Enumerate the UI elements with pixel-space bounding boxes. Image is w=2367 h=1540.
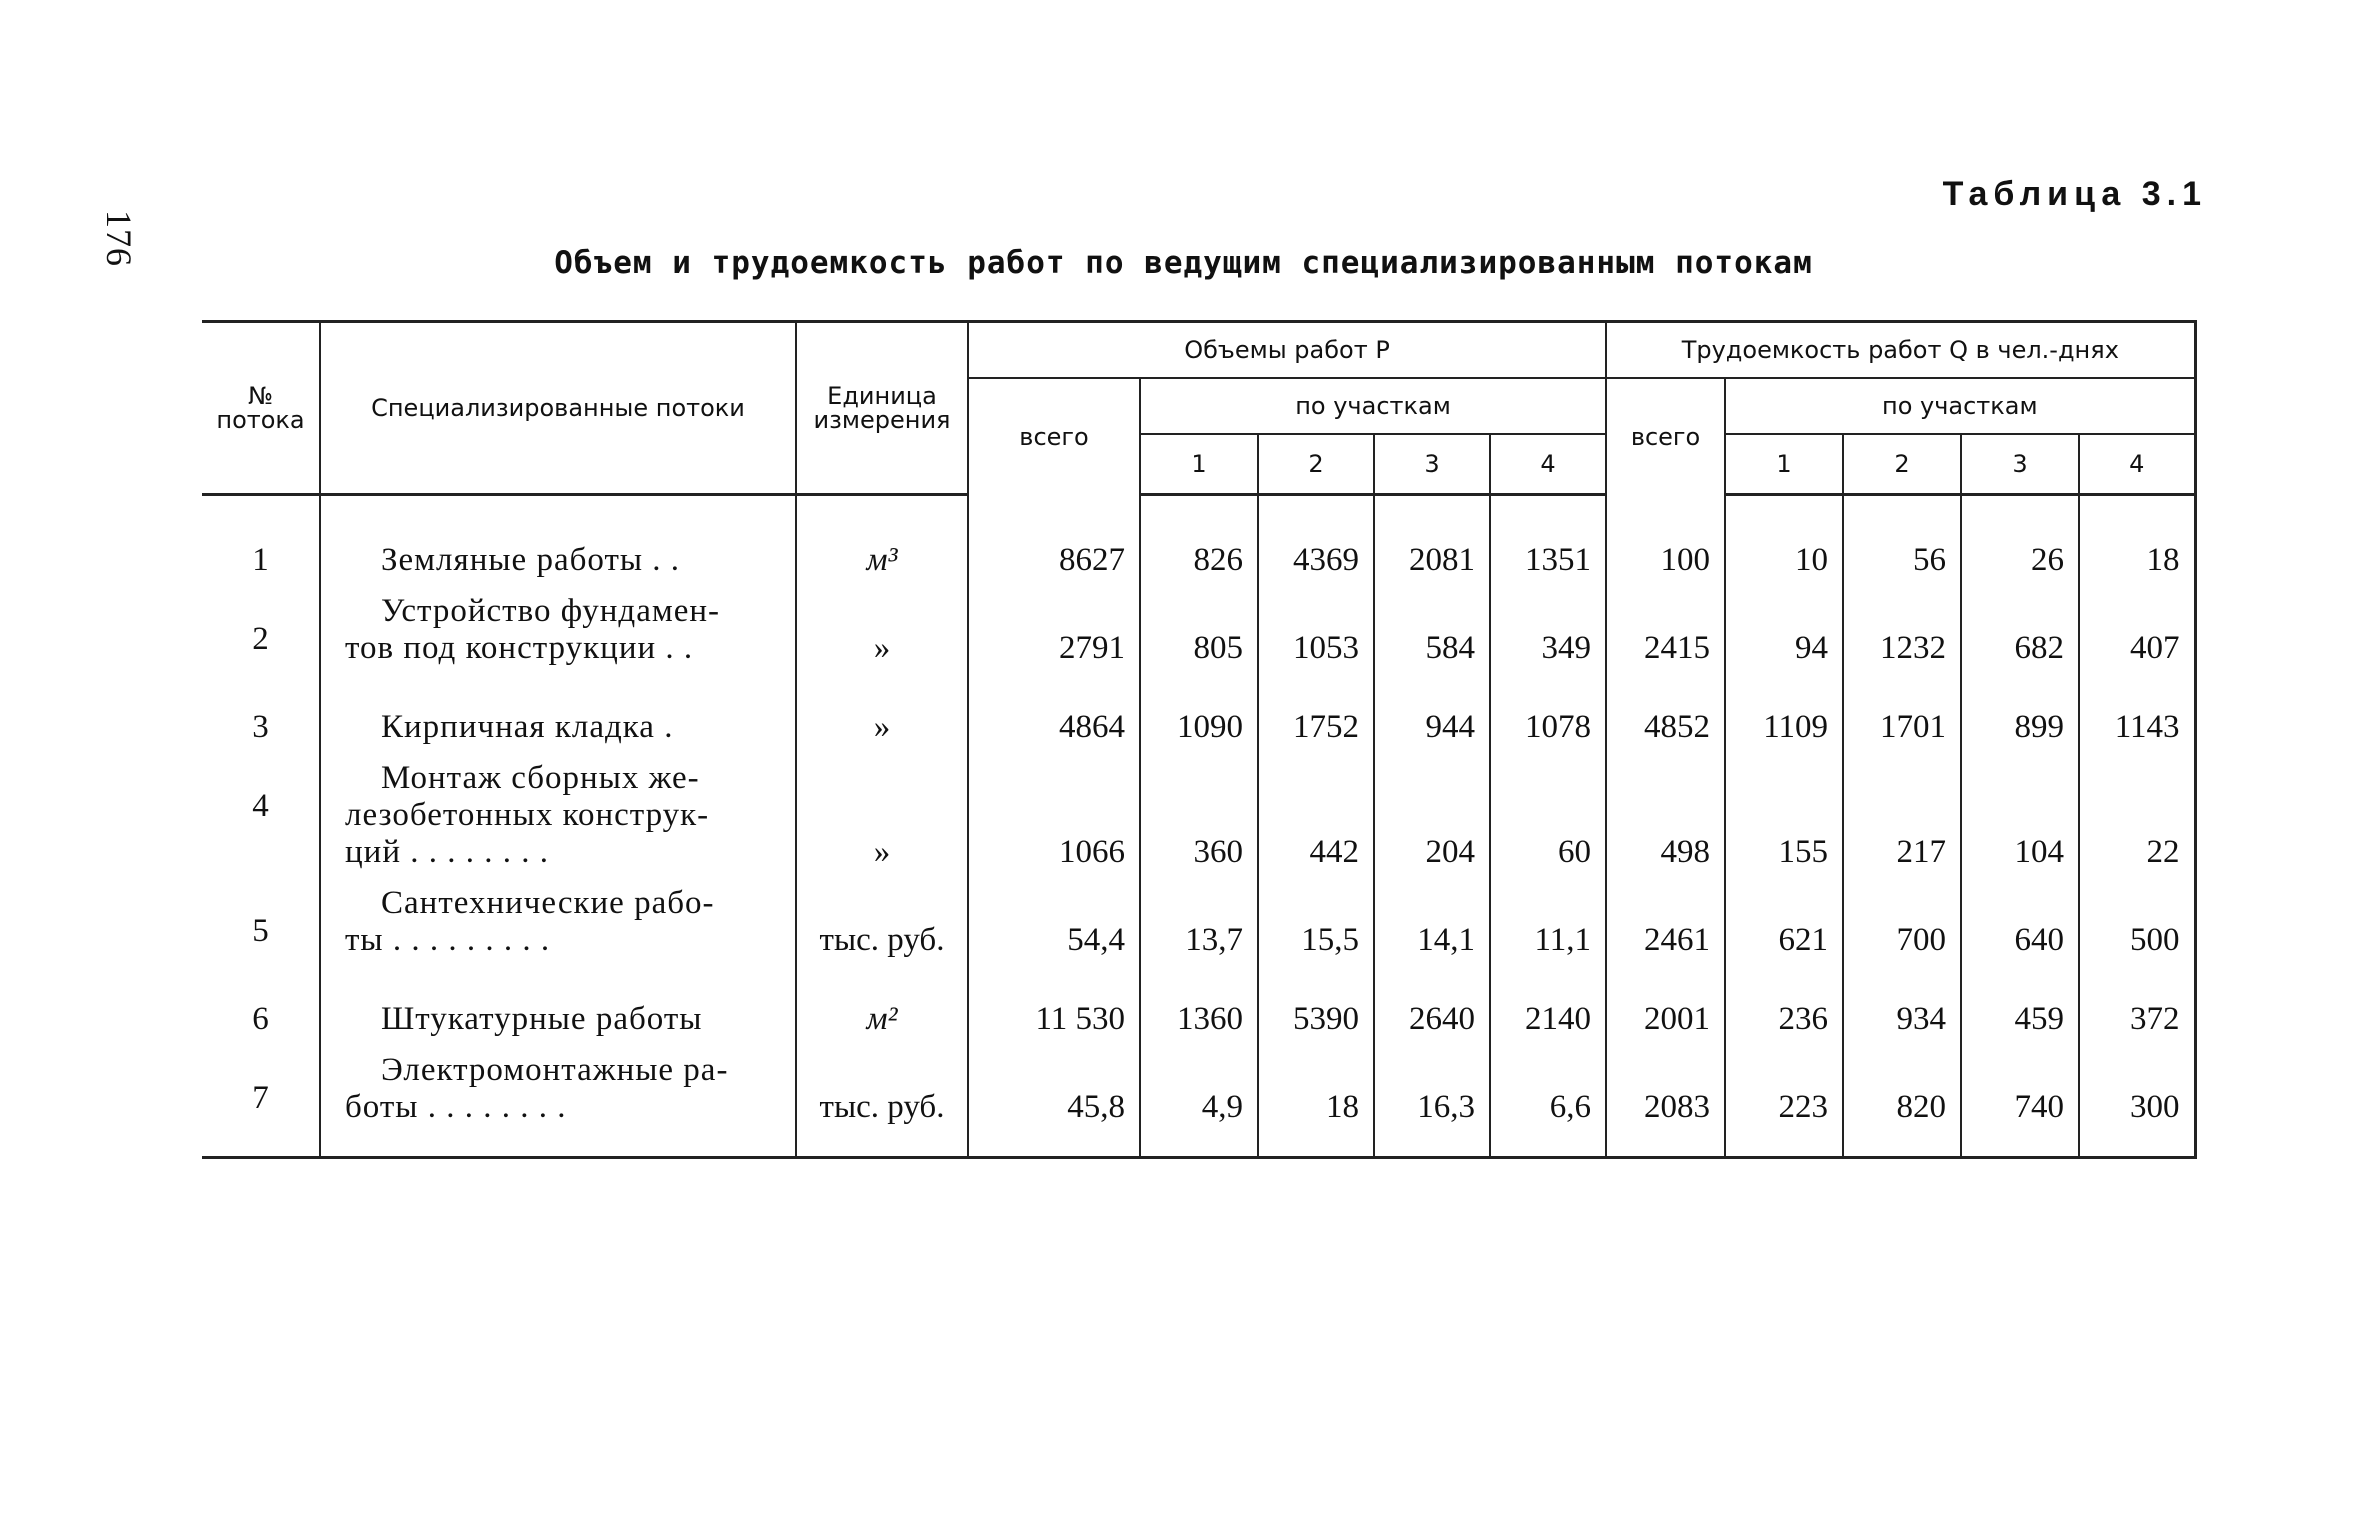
flow-name-line: Земляные работы . . [381, 542, 681, 578]
flow-name-line: ты . . . . . . . . . [345, 922, 551, 958]
table-header [202, 322, 2195, 495]
table-label: Таблица 3.1 [1942, 175, 2207, 213]
header-total-p: всего [968, 378, 1140, 495]
header-flows: Специализированные потоки [320, 322, 796, 495]
unit-cell: » [796, 760, 968, 885]
q-total-cell: 100 [1606, 495, 1725, 594]
q-site-3-cell: 682 [1961, 593, 2079, 681]
p-site-1-cell: 13,7 [1140, 885, 1258, 973]
q-site-3-cell: 459 [1961, 973, 2079, 1052]
p-site-2-cell: 442 [1258, 760, 1374, 885]
p-site-1-cell: 360 [1140, 760, 1258, 885]
header-p-site-3: 3 [1374, 434, 1490, 495]
p-site-4-cell: 60 [1490, 760, 1606, 885]
p-site-3-cell: 2640 [1374, 973, 1490, 1052]
q-site-3-cell: 104 [1961, 760, 2079, 885]
q-site-1-cell: 10 [1725, 495, 1843, 594]
p-total-cell: 8627 [968, 495, 1140, 594]
header-unit: Единица измерения [796, 322, 968, 495]
q-site-1-cell: 621 [1725, 885, 1843, 973]
p-site-4-cell: 6,6 [1490, 1052, 1606, 1158]
header-by-sites-q: по участкам [1725, 378, 2195, 434]
q-total-cell: 2083 [1606, 1052, 1725, 1158]
q-site-4-cell: 1143 [2079, 681, 2195, 760]
p-site-4-cell: 349 [1490, 593, 1606, 681]
q-total-cell: 2001 [1606, 973, 1725, 1052]
row-number: 1 [252, 542, 269, 578]
q-site-4-cell: 22 [2079, 760, 2195, 885]
p-site-2-cell: 15,5 [1258, 885, 1374, 973]
p-total-cell: 11 530 [968, 973, 1140, 1052]
row-number: 2 [252, 621, 269, 657]
p-total-cell: 1066 [968, 760, 1140, 885]
flow-name [320, 495, 796, 594]
p-site-1-cell: 805 [1140, 593, 1258, 681]
q-total-cell: 2415 [1606, 593, 1725, 681]
table-title: Объем и трудоемкость работ по ведущим специализированным потокам [554, 245, 1813, 281]
p-site-2-cell: 1053 [1258, 593, 1374, 681]
p-site-3-cell: 14,1 [1374, 885, 1490, 973]
unit-cell: тыс. руб. [796, 1052, 968, 1158]
header-labor: Трудоемкость работ Q в чел.-днях [1606, 322, 2195, 379]
row-number: 7 [202, 1052, 320, 1158]
flow-name-line: Электромонтажные ра- [381, 1052, 729, 1088]
row-number: 6 [252, 1001, 269, 1037]
q-site-2-cell: 217 [1843, 760, 1961, 885]
flow-name-line: тов под конструкции . . [345, 630, 694, 666]
header-q-site-2: 2 [1843, 434, 1961, 495]
flow-name [320, 760, 796, 885]
p-site-2-cell: 5390 [1258, 973, 1374, 1052]
row-number: 5 [252, 913, 269, 949]
row-number: 4 [252, 788, 269, 824]
q-total-cell: 498 [1606, 760, 1725, 885]
p-site-3-cell: 584 [1374, 593, 1490, 681]
flow-name-line: ций . . . . . . . . [345, 834, 549, 870]
data-table [202, 320, 2197, 1159]
table-row [202, 885, 2195, 973]
unit-cell: м² [796, 973, 968, 1052]
q-site-2-cell: 820 [1843, 1052, 1961, 1158]
p-site-2-cell: 1752 [1258, 681, 1374, 760]
p-site-4-cell: 1078 [1490, 681, 1606, 760]
flow-name-line: Штукатурные работы [381, 1001, 703, 1037]
p-total-cell: 2791 [968, 593, 1140, 681]
header-flow-no: № потока [202, 322, 320, 495]
p-total-cell: 4864 [968, 681, 1140, 760]
p-total-cell: 54,4 [968, 885, 1140, 973]
table-row [202, 593, 2195, 681]
unit-cell: м³ [796, 495, 968, 594]
flow-name-line: Кирпичная кладка . [381, 709, 674, 745]
q-site-2-cell: 934 [1843, 973, 1961, 1052]
flow-name [320, 593, 796, 681]
q-site-4-cell: 18 [2079, 495, 2195, 594]
unit-cell: » [796, 593, 968, 681]
table-body [202, 495, 2195, 1158]
flow-name [320, 885, 796, 973]
q-total-cell: 2461 [1606, 885, 1725, 973]
p-site-3-cell: 944 [1374, 681, 1490, 760]
q-site-1-cell: 223 [1725, 1052, 1843, 1158]
q-site-1-cell: 155 [1725, 760, 1843, 885]
p-site-3-cell: 2081 [1374, 495, 1490, 594]
q-site-2-cell: 1701 [1843, 681, 1961, 760]
p-site-4-cell: 2140 [1490, 973, 1606, 1052]
p-site-3-cell: 16,3 [1374, 1052, 1490, 1158]
flow-name [320, 973, 796, 1052]
header-by-sites-p: по участкам [1140, 378, 1606, 434]
flow-name [320, 681, 796, 760]
q-site-3-cell: 899 [1961, 681, 2079, 760]
q-site-2-cell: 700 [1843, 885, 1961, 973]
flow-name-line: боты . . . . . . . . [345, 1089, 567, 1125]
p-total-cell: 45,8 [968, 1052, 1140, 1158]
flow-name-line: Сантехнические рабо- [381, 885, 715, 921]
q-site-4-cell: 372 [2079, 973, 2195, 1052]
p-site-3-cell: 204 [1374, 760, 1490, 885]
page-number: 176 [99, 210, 139, 267]
q-site-3-cell: 26 [1961, 495, 2079, 594]
header-q-site-4: 4 [2079, 434, 2195, 495]
p-site-1-cell: 1090 [1140, 681, 1258, 760]
table-row [202, 495, 2195, 594]
table-row [202, 1052, 2195, 1158]
p-site-1-cell: 4,9 [1140, 1052, 1258, 1158]
table-row [202, 973, 2195, 1052]
unit-cell: » [796, 681, 968, 760]
flow-name-line: Монтаж сборных же- [381, 760, 700, 796]
header-q-site-3: 3 [1961, 434, 2079, 495]
flow-name [320, 1052, 796, 1158]
q-site-1-cell: 94 [1725, 593, 1843, 681]
q-site-3-cell: 640 [1961, 885, 2079, 973]
p-site-4-cell: 11,1 [1490, 885, 1606, 973]
q-site-2-cell: 56 [1843, 495, 1961, 594]
q-site-1-cell: 236 [1725, 973, 1843, 1052]
p-site-4-cell: 1351 [1490, 495, 1606, 594]
header-q-site-1: 1 [1725, 434, 1843, 495]
header-volumes: Объемы работ P [968, 322, 1606, 379]
header-p-site-4: 4 [1490, 434, 1606, 495]
p-site-1-cell: 1360 [1140, 973, 1258, 1052]
row-number: 3 [252, 709, 269, 745]
table-row [202, 681, 2195, 760]
unit-cell: тыс. руб. [796, 885, 968, 973]
p-site-2-cell: 18 [1258, 1052, 1374, 1158]
header-p-site-2: 2 [1258, 434, 1374, 495]
q-site-2-cell: 1232 [1843, 593, 1961, 681]
header-total-q: всего [1606, 378, 1725, 495]
q-total-cell: 4852 [1606, 681, 1725, 760]
q-site-4-cell: 500 [2079, 885, 2195, 973]
q-site-1-cell: 1109 [1725, 681, 1843, 760]
p-site-1-cell: 826 [1140, 495, 1258, 594]
q-site-3-cell: 740 [1961, 1052, 2079, 1158]
flow-name-line: лезобетонных конструк- [345, 797, 710, 833]
q-site-4-cell: 300 [2079, 1052, 2195, 1158]
q-site-4-cell: 407 [2079, 593, 2195, 681]
p-site-2-cell: 4369 [1258, 495, 1374, 594]
header-p-site-1: 1 [1140, 434, 1258, 495]
table-row [202, 760, 2195, 885]
flow-name-line: Устройство фундамен- [381, 593, 721, 629]
